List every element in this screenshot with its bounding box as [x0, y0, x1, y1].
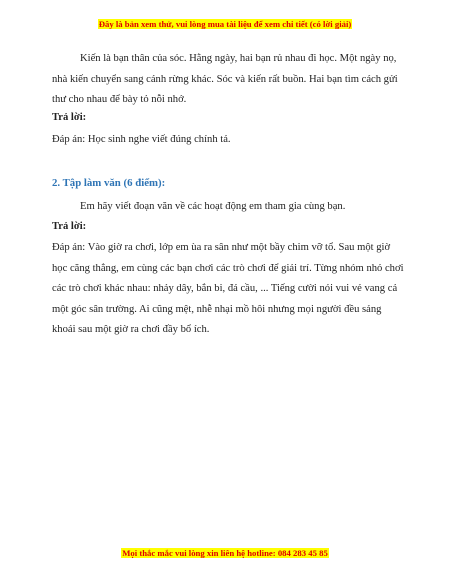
hotline-footer-banner [0, 545, 450, 560]
preview-notice-banner [0, 16, 450, 31]
answer-text: Đáp án: Học sinh nghe viết đúng chính tả. [52, 134, 231, 145]
answer-label: Trả lời: [52, 112, 87, 123]
model-answer-paragraph: Đáp án: Vào giờ ra chơi, lớp em ùa ra sân như một bầy chim vỡ tổ. Sau một giờ học căng thẳng, em cùng các bạn chơi các trò chơi để giải trí. Từng nhóm nhỏ chơi các trò chơi khác nhau: nhảy dây, bắn bi, đá cầu, ... Tiếng cười nói vui vẻ vang cả một góc sân trường. Ai cũng mệt, nhễ nhại mồ hôi nhưng mọi người đều sảng khoái sau một giờ ra chơi đầy bổ ích. [52, 242, 404, 335]
hotline-text: Mọi thắc mắc vui lòng xin liên hệ hotline: 084 283 45 85 [122, 548, 328, 558]
answer-label: Trả lời: [52, 221, 87, 232]
writing-prompt: Em hãy viết đoạn văn về các hoạt động em tham gia cùng bạn. [80, 201, 346, 212]
section-title: 2. Tập làm văn (6 điểm): [52, 177, 166, 189]
preview-notice-text: Đây là bản xem thử, vui lòng mua tài liệu để xem chi tiết (có lời giải) [98, 19, 352, 29]
dictation-passage: Kiến là bạn thân của sóc. Hằng ngày, hai bạn rủ nhau đi học. Một ngày nọ, nhà kiến chuyển sang cánh rừng khác. Sóc và kiến rất buồn. Hai bạn tìm cách gửi thư cho nhau để bày tỏ nỗi nhớ. [52, 53, 398, 105]
